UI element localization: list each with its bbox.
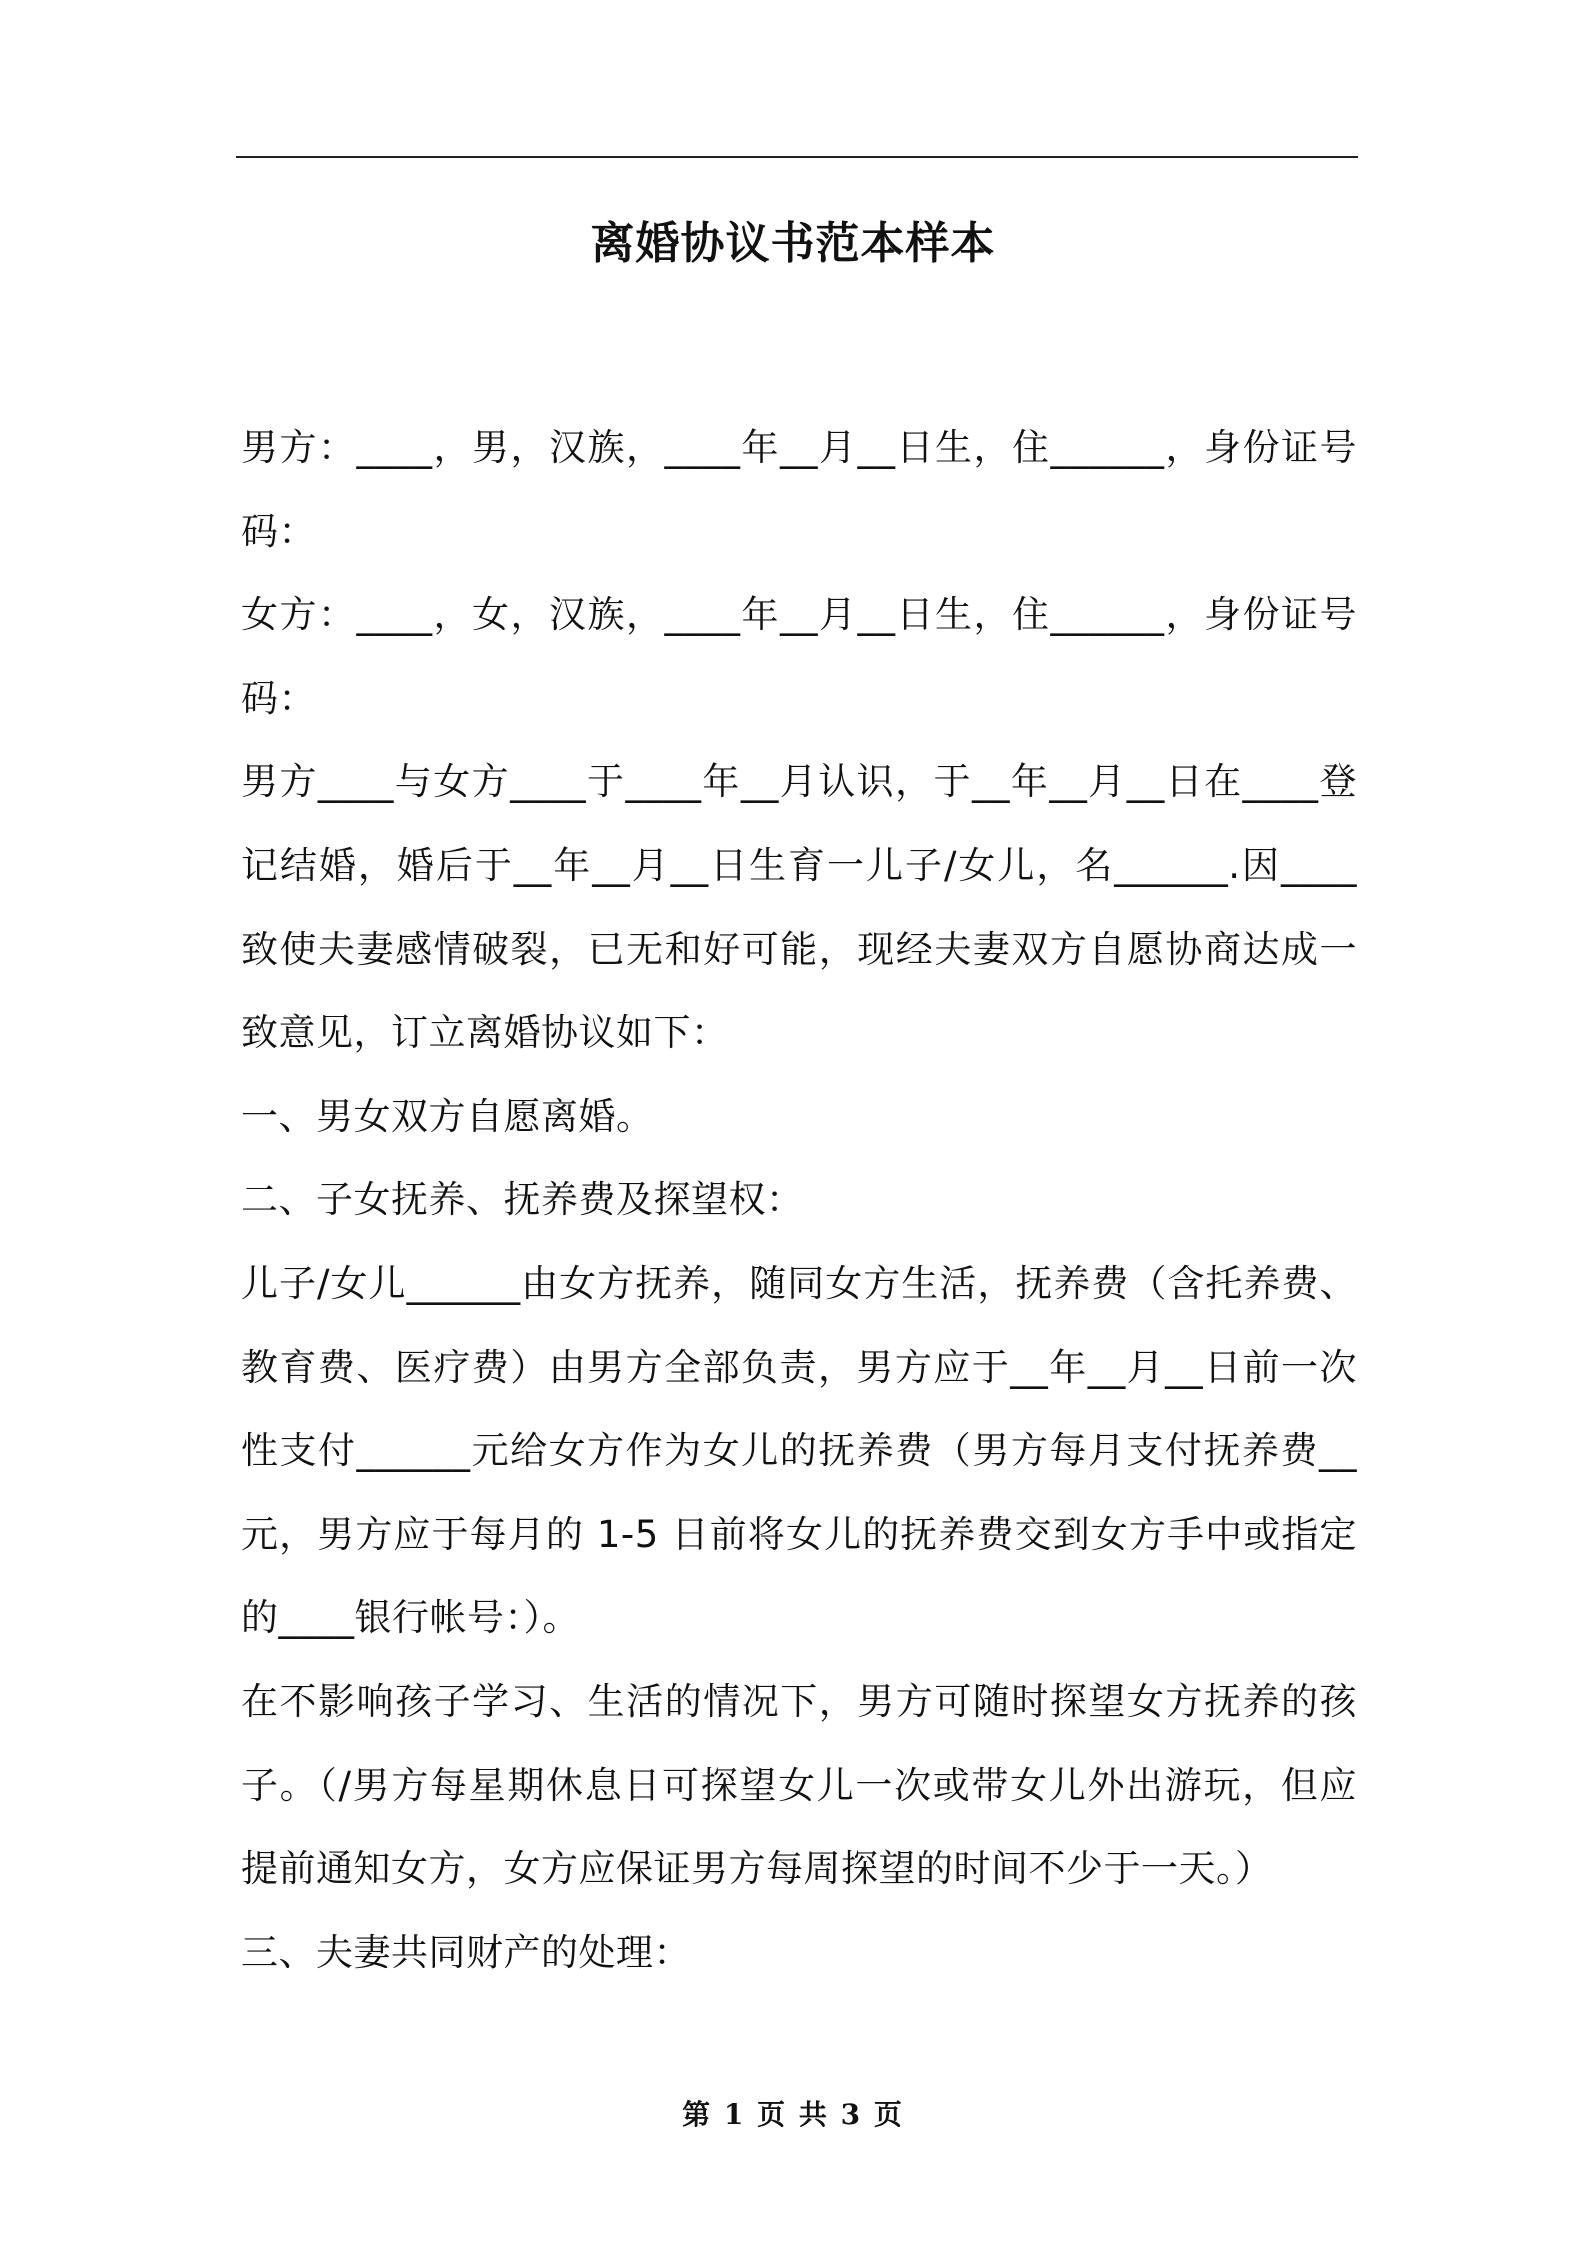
clause-3-heading: 三、夫妻共同财产的处理： xyxy=(241,1930,691,1974)
paragraph-female-party: 女方：____，女，汉族，____年__月__日生，住______，身份证号码： xyxy=(241,593,1357,720)
clause-1: 一、男女双方自愿离婚。 xyxy=(241,1094,654,1138)
clause-2-heading: 二、子女抚养、抚养费及探望权： xyxy=(241,1178,804,1222)
document-title: 离婚协议书范本样本 xyxy=(590,218,996,269)
paragraph-male-party: 男方：____，男，汉族，____年__月__日生，住______，身份证号码： xyxy=(241,426,1357,553)
document-body xyxy=(241,406,1357,1994)
header-rule xyxy=(236,156,1358,158)
paragraph-background: 男方____与女方____于____年__月认识，于__年__月__日在____登记结婚，婚后于__年__月__日生育一儿子/女儿，名______.因____致使夫妻感情破裂，已无和好可能，现经夫妻双方自愿协商达成一致意见，订立离婚协议如下： xyxy=(241,760,1357,1055)
page-footer: 第 1 页 共 3 页 xyxy=(682,2098,904,2131)
paragraph-visitation: 在不影响孩子学习、生活的情况下，男方可随时探望女方抚养的孩子。（/男方每星期休息日可探望女儿一次或带女儿外出游玩，但应提前通知女方，女方应保证男方每周探望的时间不少于一天。） xyxy=(241,1679,1357,1891)
paragraph-child-support: 儿子/女儿______由女方抚养，随同女方生活，抚养费（含托养费、教育费、医疗费）由男方全部负责，男方应于__年__月__日前一次性支付______元给女方作为女儿的抚养费（男方每月支付抚养费__元，男方应于每月的 1-5 日前将女儿的抚养费交到女方手中或指定的____银行帐号：）。 xyxy=(241,1261,1357,1640)
